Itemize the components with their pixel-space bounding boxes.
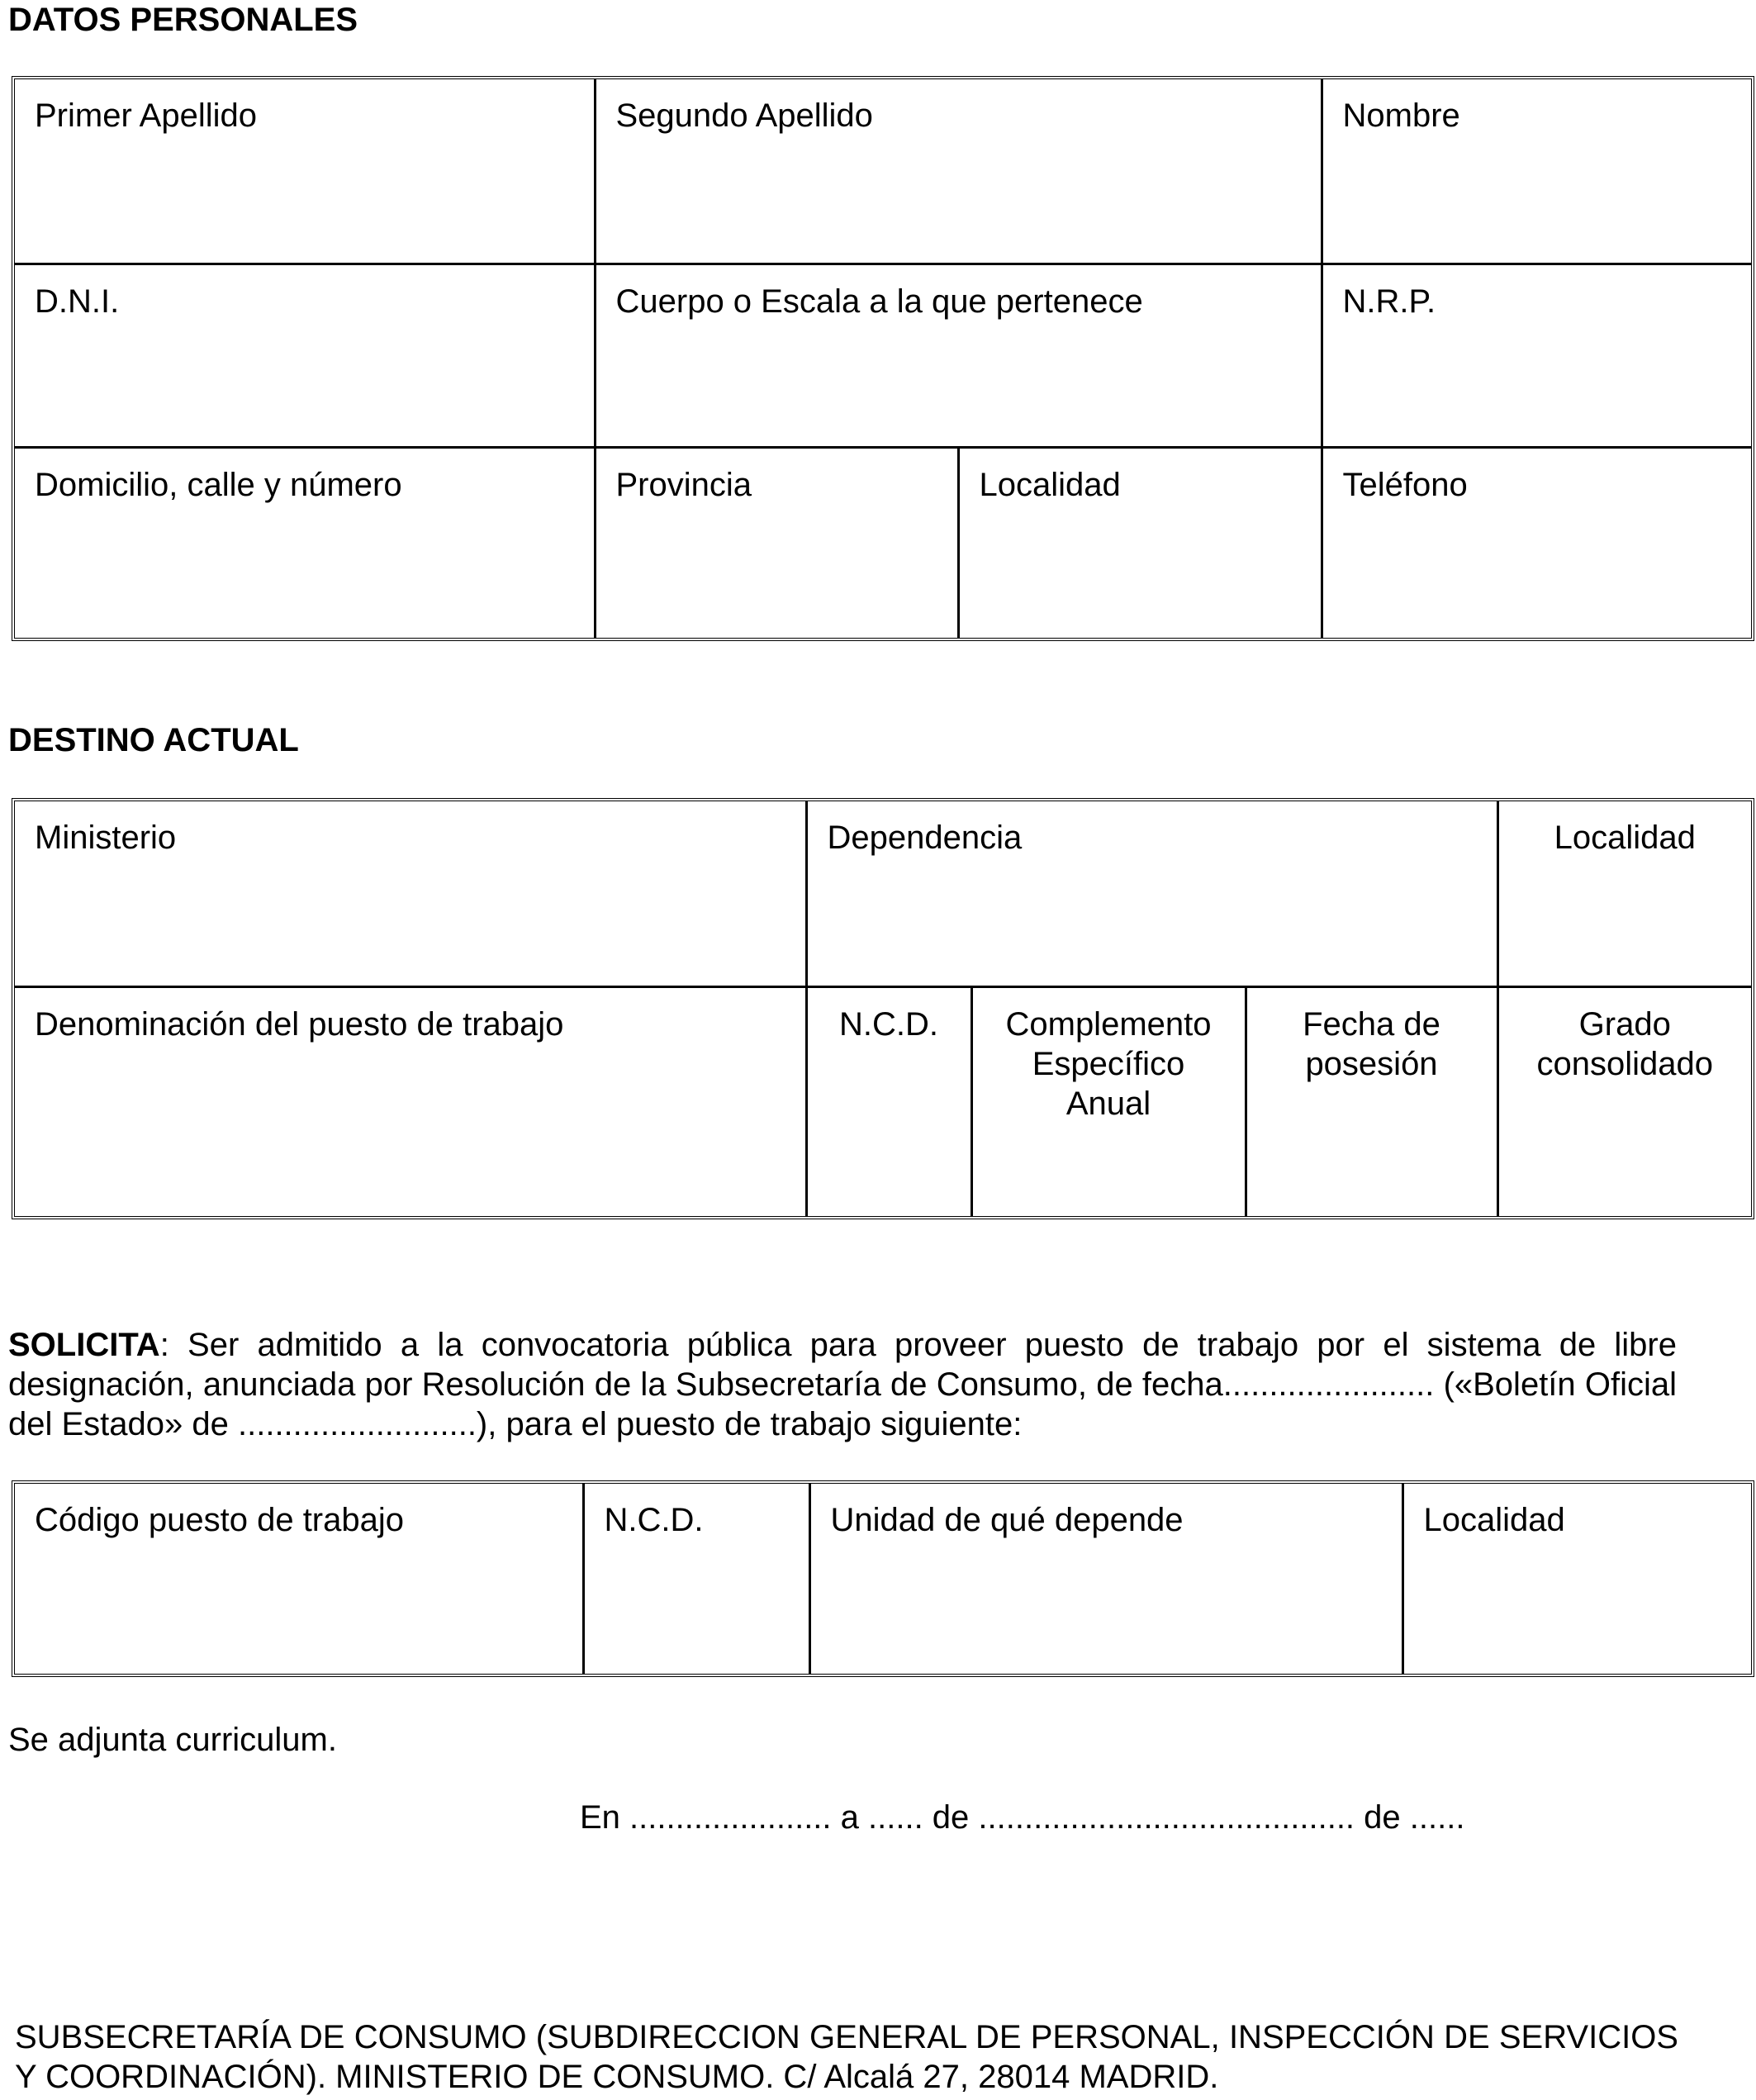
label-denominacion-puesto: Denominación del puesto de trabajo xyxy=(35,1005,564,1043)
field-denominacion-puesto[interactable] xyxy=(15,986,806,1216)
solicita-label: SOLICITA xyxy=(8,1327,160,1363)
field-primer-apellido[interactable] xyxy=(15,79,595,264)
label-fecha-posesion: Fecha de posesión xyxy=(1303,1005,1440,1082)
label-unidad-depende: Unidad de qué depende xyxy=(830,1502,1184,1538)
label-localidad-puesto: Localidad xyxy=(1423,1502,1565,1538)
field-provincia[interactable] xyxy=(595,447,958,638)
field-ncd-puesto[interactable] xyxy=(583,1484,809,1674)
fecha-firma-line: En ...................... a ...... de ......................................... de ...... xyxy=(580,1799,1465,1836)
field-ncd-destino[interactable] xyxy=(806,986,971,1216)
field-complemento-especifico[interactable] xyxy=(971,986,1246,1216)
label-grado-consolidado: Grado consolidado xyxy=(1536,1005,1714,1082)
label-cuerpo-escala: Cuerpo o Escala a la que pertenece xyxy=(615,283,1143,320)
field-domicilio[interactable] xyxy=(15,447,595,638)
label-provincia: Provincia xyxy=(615,466,752,503)
label-domicilio: Domicilio, calle y número xyxy=(35,466,402,503)
label-telefono: Teléfono xyxy=(1342,466,1468,503)
field-unidad-depende[interactable] xyxy=(809,1484,1402,1674)
field-nrp[interactable] xyxy=(1322,264,1751,447)
label-dependencia: Dependencia xyxy=(827,820,1023,856)
datos-personales-table xyxy=(12,76,1754,641)
footer-address: SUBSECRETARÍA DE CONSUMO (SUBDIRECCION GENERAL DE PERSONAL, INSPECCIÓN DE SERVICIOS Y COORDINACIÓN). MINISTERIO DE CONSUMO. C/ Alcalá 27, 28014 MADRID. xyxy=(15,2019,1678,2095)
field-grado-consolidado[interactable] xyxy=(1497,986,1751,1216)
field-codigo-puesto[interactable] xyxy=(15,1484,583,1674)
field-telefono[interactable] xyxy=(1322,447,1751,638)
adjunta-curriculum-text: Se adjunta curriculum. xyxy=(8,1722,337,1758)
label-complemento-especifico: Complemento Específico Anual xyxy=(1005,1005,1212,1122)
label-localidad-destino: Localidad xyxy=(1554,820,1696,856)
label-localidad: Localidad xyxy=(979,466,1121,503)
label-ncd-puesto: N.C.D. xyxy=(604,1502,704,1538)
field-localidad-puesto[interactable] xyxy=(1402,1484,1751,1674)
section-title-destino-actual: DESTINO ACTUAL xyxy=(8,722,299,758)
field-dni[interactable] xyxy=(15,264,595,447)
label-codigo-puesto: Código puesto de trabajo xyxy=(35,1502,404,1538)
field-localidad-destino[interactable] xyxy=(1497,801,1751,986)
label-ministerio: Ministerio xyxy=(35,820,177,856)
solicita-text: : Ser admitido a la convocatoria pública para proveer puesto de trabajo por el sistema de libre designación, anunciada por Resolución de la Subsecretaría de Consumo, de fecha....................... («Boletín Oficial del Estado» de ..........................), para el puesto de trabajo siguiente: xyxy=(8,1327,1677,1442)
field-segundo-apellido[interactable] xyxy=(595,79,1322,264)
label-ncd-destino: N.C.D. xyxy=(839,1005,938,1043)
destino-actual-table xyxy=(12,798,1754,1219)
solicita-paragraph xyxy=(8,1325,1677,1444)
label-nombre: Nombre xyxy=(1342,97,1460,134)
puesto-solicitado-table xyxy=(12,1480,1754,1677)
field-ministerio[interactable] xyxy=(15,801,806,986)
section-title-datos-personales: DATOS PERSONALES xyxy=(8,2,358,38)
label-primer-apellido: Primer Apellido xyxy=(35,97,258,134)
field-localidad[interactable] xyxy=(958,447,1322,638)
field-nombre[interactable] xyxy=(1322,79,1751,264)
field-dependencia[interactable] xyxy=(806,801,1497,986)
label-dni: D.N.I. xyxy=(35,283,120,320)
field-cuerpo-escala[interactable] xyxy=(595,264,1322,447)
label-segundo-apellido: Segundo Apellido xyxy=(615,97,873,134)
field-fecha-posesion[interactable] xyxy=(1246,986,1497,1216)
label-nrp: N.R.P. xyxy=(1342,283,1436,320)
